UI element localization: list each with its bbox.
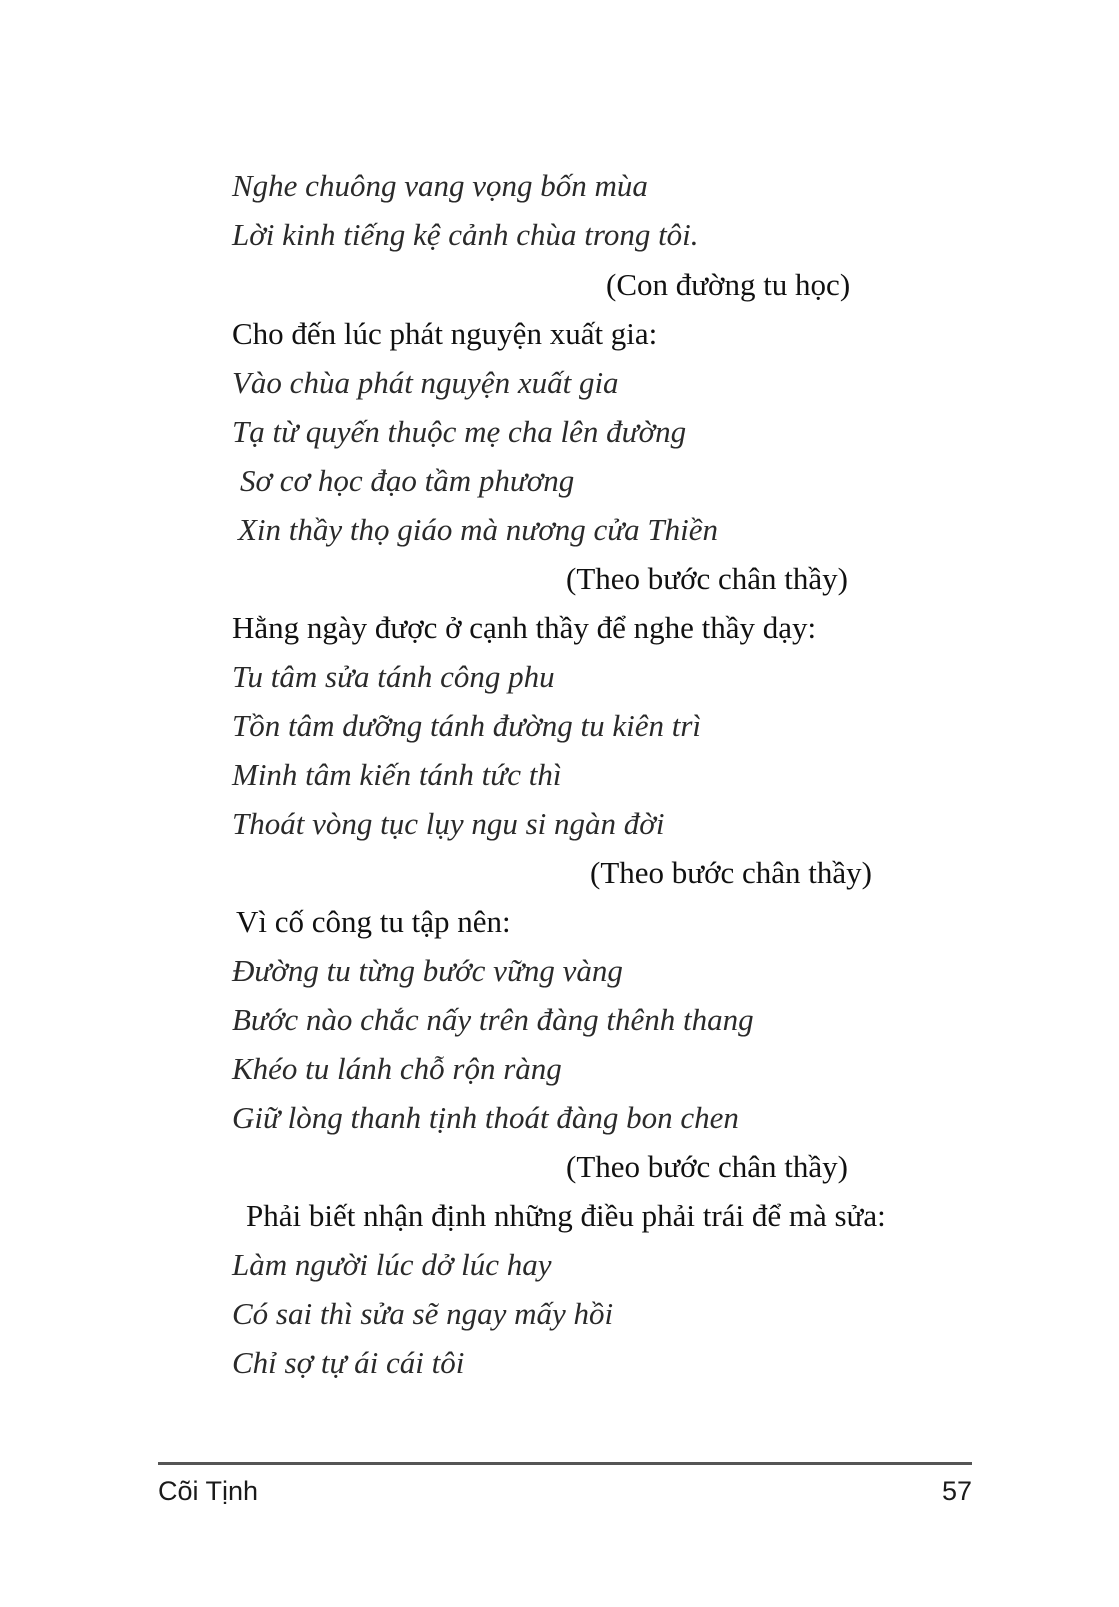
verse-line: Xin thầy thọ giáo mà nương cửa Thiền bbox=[238, 512, 719, 547]
citation: (Theo bước chân thầy) bbox=[566, 1149, 848, 1184]
verse-line: Vào chùa phát nguyện xuất gia bbox=[232, 365, 619, 400]
verse-line: Tu tâm sửa tánh công phu bbox=[232, 659, 555, 694]
verse-line: Tạ từ quyến thuộc mẹ cha lên đường bbox=[232, 414, 687, 449]
verse-line: Minh tâm kiến tánh tức thì bbox=[232, 757, 562, 792]
citation: (Theo bước chân thầy) bbox=[590, 855, 872, 890]
verse-line: Bước nào chắc nấy trên đàng thênh thang bbox=[232, 1002, 754, 1037]
page-number: 57 bbox=[941, 1476, 972, 1506]
verse-line: Thoát vòng tục lụy ngu si ngàn đời bbox=[232, 806, 665, 841]
prose-line: Vì cố công tu tập nên: bbox=[236, 904, 511, 939]
footer-divider bbox=[158, 1462, 972, 1465]
verse-line: Giữ lòng thanh tịnh thoát đàng bon chen bbox=[232, 1100, 739, 1135]
verse-line: Làm người lúc dở lúc hay bbox=[232, 1247, 552, 1282]
verse-line: Chỉ sợ tự ái cái tôi bbox=[232, 1345, 465, 1380]
footer-book-title: Cõi Tịnh bbox=[158, 1476, 259, 1506]
verse-line: Đường tu từng bước vững vàng bbox=[232, 953, 623, 988]
verse-line: Nghe chuông vang vọng bốn mùa bbox=[232, 168, 648, 203]
verse-line: Khéo tu lánh chỗ rộn ràng bbox=[232, 1051, 562, 1086]
prose-line: Hằng ngày được ở cạnh thầy để nghe thầy dạy: bbox=[232, 610, 817, 645]
verse-line: Sơ cơ học đạo tầm phương bbox=[240, 463, 575, 498]
prose-line: Cho đến lúc phát nguyện xuất gia: bbox=[232, 316, 658, 351]
verse-line: Có sai thì sửa sẽ ngay mấy hồi bbox=[232, 1296, 614, 1331]
verse-line: Tồn tâm dưỡng tánh đường tu kiên trì bbox=[232, 708, 702, 743]
citation: (Con đường tu học) bbox=[606, 267, 851, 302]
verse-line: Lời kinh tiếng kệ cảnh chùa trong tôi. bbox=[232, 217, 699, 252]
prose-line: Phải biết nhận định những điều phải trái để mà sửa: bbox=[246, 1198, 886, 1233]
citation: (Theo bước chân thầy) bbox=[566, 561, 848, 596]
